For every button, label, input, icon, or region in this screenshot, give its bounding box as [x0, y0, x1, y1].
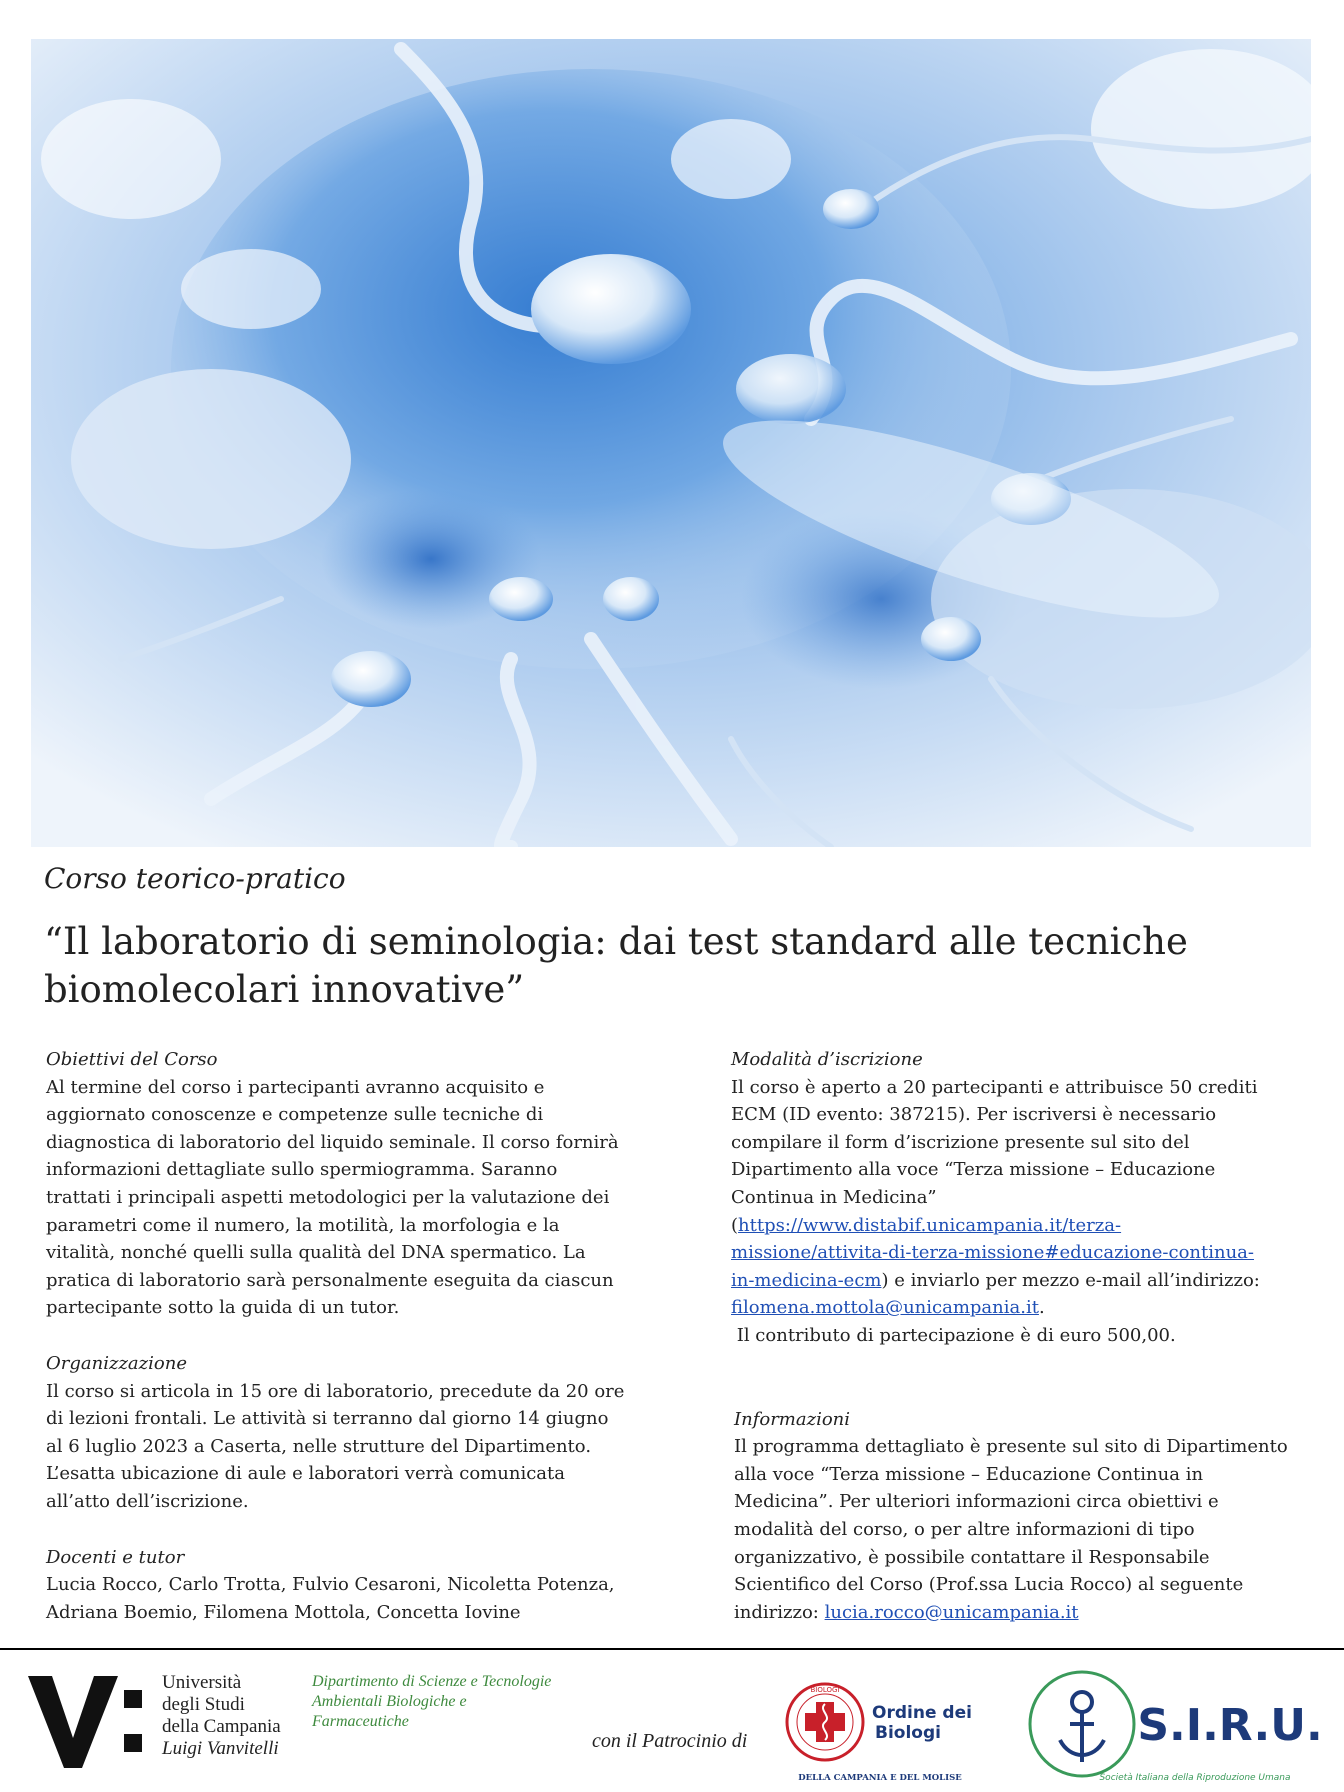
section-obiettivi [46, 1046, 626, 1322]
text-line: pratica di laboratorio sarà personalmente eseguita da ciascun [46, 1269, 614, 1291]
department-line: Farmaceutiche [312, 1713, 409, 1730]
text-line: ECM (ID evento: 387215). Per iscriversi è necessario [731, 1104, 1217, 1126]
text-line: trattati i principali aspetti metodologici per la valutazione dei [46, 1186, 610, 1208]
text-line: Al termine del corso i partecipanti avranno acquisito e [46, 1076, 545, 1098]
email-link-mottola[interactable]: filomena.mottola@unicampania.it [731, 1297, 1039, 1319]
text-line: parametri come il numero, la motilità, la morfologia e la [46, 1214, 560, 1236]
dept-page-link[interactable]: https://www.distabif.unicampania.it/terza- [738, 1214, 1122, 1236]
department-line: Ambientali Biologiche e [312, 1693, 467, 1710]
text-line: alla voce “Terza missione – Educazione Continua in [734, 1463, 1204, 1485]
department-line: Dipartimento di Scienze e Tecnologie [312, 1673, 552, 1690]
section-organizzazione [46, 1350, 626, 1516]
biologi-name: Ordine dei [872, 1703, 972, 1723]
department-name [312, 1672, 551, 1732]
text-line: organizzativo, è possibile contattare il Responsabile [734, 1546, 1210, 1568]
university-name [162, 1672, 281, 1760]
text-line: all’atto dell’iscrizione. [46, 1490, 249, 1512]
text-line: modalità del corso, o per altre informazioni di tipo [734, 1518, 1195, 1540]
section-body [734, 1433, 1321, 1626]
text-line: informazioni dettagliate sullo spermiogramma. Saranno [46, 1159, 558, 1181]
section-docenti [46, 1544, 626, 1627]
section-heading: Docenti e tutor [46, 1546, 185, 1568]
text-line [731, 1294, 1321, 1322]
section-heading: Modalità d’iscrizione [731, 1049, 923, 1070]
sperm-cells-illustration [31, 39, 1311, 847]
siru-acronym: S.I.R.U. [1137, 1700, 1323, 1751]
text-line: Dipartimento alla voce “Terza missione – Educazione [731, 1159, 1216, 1181]
text-fragment: . [1038, 1297, 1045, 1319]
university-line: Università [162, 1672, 242, 1693]
paren-open: ( [731, 1214, 739, 1236]
patronage-label: con il Patrocinio di [592, 1730, 748, 1752]
text-line: di lezioni frontali. Le attività si terranno dal giorno 14 giugno [46, 1408, 609, 1430]
university-line: Luigi Vanvitelli [162, 1738, 279, 1759]
vanvitelli-colon-logo [122, 1686, 144, 1756]
section-heading: Informazioni [734, 1408, 851, 1430]
course-title-line: “Il laboratorio di seminologia: dai test standard alle tecniche [44, 920, 1188, 963]
text-line [731, 1239, 1321, 1267]
section-modalita [731, 1046, 1321, 1350]
text-line: partecipante sotto la guida di un tutor. [46, 1297, 400, 1319]
course-type: Corso teorico-pratico [44, 862, 346, 895]
left-column [46, 1046, 626, 1654]
text-line: L’esatta ubicazione di aule e laboratori verrà comunicata [46, 1463, 565, 1485]
biologi-region: DELLA CAMPANIA E DEL MOLISE [798, 1773, 962, 1783]
biologi-ring-text: BIOLOGI [810, 1686, 840, 1694]
section-body [46, 1074, 626, 1322]
section-body [46, 1378, 626, 1516]
section-heading: Obiettivi del Corso [46, 1049, 218, 1070]
text-line: compilare il form d’iscrizione presente sul sito del [731, 1131, 1190, 1153]
text-line [731, 1267, 1321, 1295]
text-line: Il programma dettagliato è presente sul sito di Dipartimento [734, 1436, 1288, 1458]
text-line: Adriana Boemio, Filomena Mottola, Concetta Iovine [46, 1601, 521, 1623]
siru-fullname: Società Italiana della Riproduzione Umana [1099, 1773, 1291, 1783]
university-line: della Campania [162, 1716, 281, 1737]
text-line: al 6 luglio 2023 a Caserta, nelle strutture del Dipartimento. [46, 1435, 592, 1457]
ordine-biologi-logo [780, 1680, 980, 1786]
text-line: Continua in Medicina” [731, 1186, 937, 1208]
footer-divider [0, 1648, 1344, 1650]
dept-page-link[interactable]: missione/attivita-di-terza-missione#educazione-continua- [731, 1242, 1254, 1264]
text-line: Scientifico del Corso (Prof.ssa Lucia Rocco) al seguente [734, 1574, 1244, 1596]
biologi-name: Biologi [875, 1723, 941, 1743]
course-title [44, 918, 1284, 1014]
university-line: degli Studi [162, 1694, 245, 1715]
right-column [731, 1046, 1321, 1654]
siru-logo [1020, 1670, 1330, 1788]
text-line: Lucia Rocco, Carlo Trotta, Fulvio Cesaroni, Nicoletta Potenza, [46, 1574, 615, 1596]
vanvitelli-v-logo [28, 1668, 118, 1768]
text-line [734, 1599, 1321, 1627]
text-line: aggiornato conoscenze e competenze sulle tecniche di [46, 1104, 544, 1126]
course-title-line: biomolecolari innovative” [44, 968, 525, 1011]
fee-line: Il contributo di partecipazione è di euro 500,00. [731, 1324, 1176, 1346]
section-body [46, 1571, 626, 1626]
section-heading: Organizzazione [46, 1352, 187, 1374]
text-line: Il corso è aperto a 20 partecipanti e attribuisce 50 crediti [731, 1076, 1258, 1098]
text-line [731, 1212, 1321, 1240]
text-line: vitalità, nonché quelli sulla qualità del DNA spermatico. La [46, 1242, 586, 1264]
hero-image [31, 39, 1311, 847]
text-fragment: indirizzo: [734, 1601, 825, 1623]
section-body [731, 1074, 1321, 1350]
text-line: Medicina”. Per ulteriori informazioni circa obiettivi e [734, 1491, 1219, 1513]
text-line: diagnostica di laboratorio del liquido seminale. Il corso fornirà [46, 1131, 619, 1153]
text-line: Il corso si articola in 15 ore di laboratorio, precedute da 20 ore [46, 1380, 625, 1402]
section-informazioni [734, 1406, 1321, 1627]
text-fragment: ) e inviarlo per mezzo e-mail all’indirizzo: [881, 1269, 1260, 1291]
email-link-rocco[interactable]: lucia.rocco@unicampania.it [824, 1601, 1079, 1623]
dept-page-link[interactable]: in-medicina-ecm [731, 1269, 882, 1291]
